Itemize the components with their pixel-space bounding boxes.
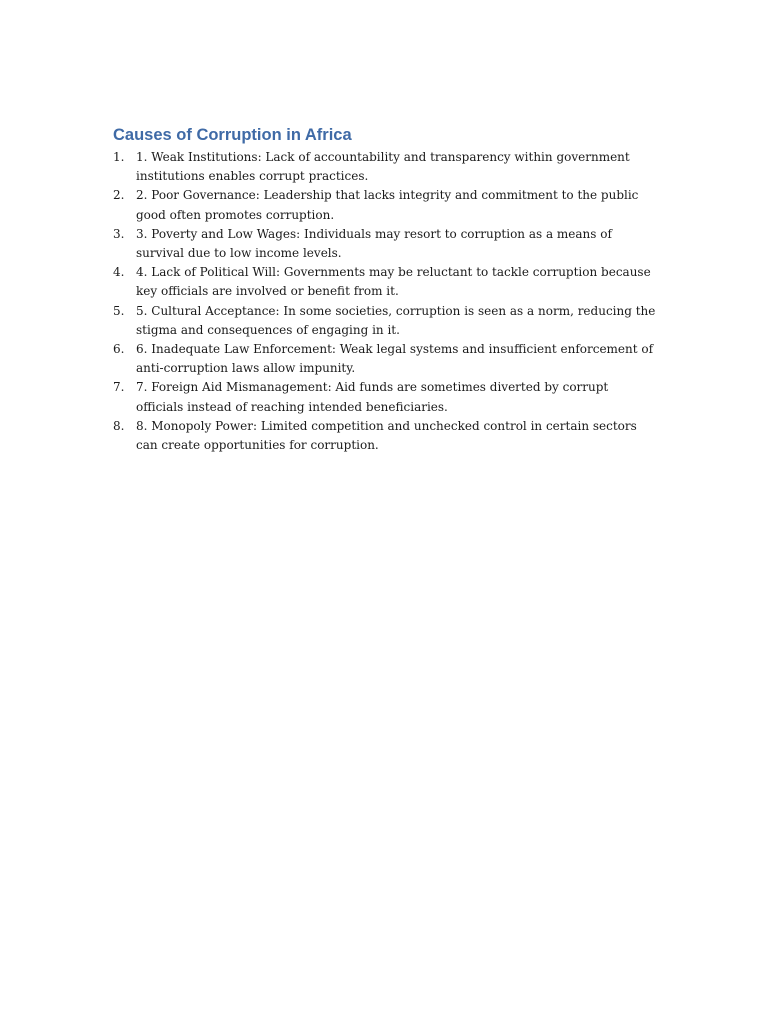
list-item-text: 2. Poor Governance: Leadership that lacks integrity and commitment to the public good often promotes corruption. (136, 188, 639, 222)
list-item (113, 186, 658, 224)
list-item (113, 417, 658, 455)
list-item (113, 302, 658, 340)
list-item (113, 225, 658, 263)
list-item (113, 340, 658, 378)
list-item-text: 7. Foreign Aid Mismanagement: Aid funds are sometimes diverted by corrupt officials instead of reaching intended beneficiaries. (136, 380, 609, 414)
document-title: Causes of Corruption in Africa (113, 126, 352, 144)
list-item-number: 2. (113, 188, 125, 203)
list-item-number: 1. (113, 150, 125, 164)
list-item-text: 5. Cultural Acceptance: In some societies, corruption is seen as a norm, reducing the stigma and consequences of engaging in it. (136, 303, 656, 337)
list-item-number: 5. (113, 303, 125, 318)
list-item-text: 1. Weak Institutions: Lack of accountability and transparency within government institutions enables corrupt practices. (136, 150, 630, 184)
list-item-text: 8. Monopoly Power: Limited competition and unchecked control in certain sectors can create opportunities for corruption. (136, 418, 637, 453)
list-item-number: 8. (113, 418, 125, 433)
list-item-text: 6. Inadequate Law Enforcement: Weak legal systems and insufficient enforcement of anti-corruption laws allow impunity. (136, 342, 654, 376)
list-item-text: 4. Lack of Political Will: Governments may be reluctant to tackle corruption because key officials are involved or benefit from it. (136, 265, 651, 299)
list-item-number: 7. (113, 380, 125, 395)
list-item (113, 148, 658, 186)
list-item (113, 378, 658, 416)
causes-list (113, 148, 658, 455)
list-item-text: 3. Poverty and Low Wages: Individuals may resort to corruption as a means of survival due to low income levels. (136, 226, 612, 261)
list-item (113, 263, 658, 301)
list-item-number: 6. (113, 342, 125, 357)
list-item-number: 4. (113, 265, 125, 280)
list-item-number: 3. (113, 226, 125, 241)
